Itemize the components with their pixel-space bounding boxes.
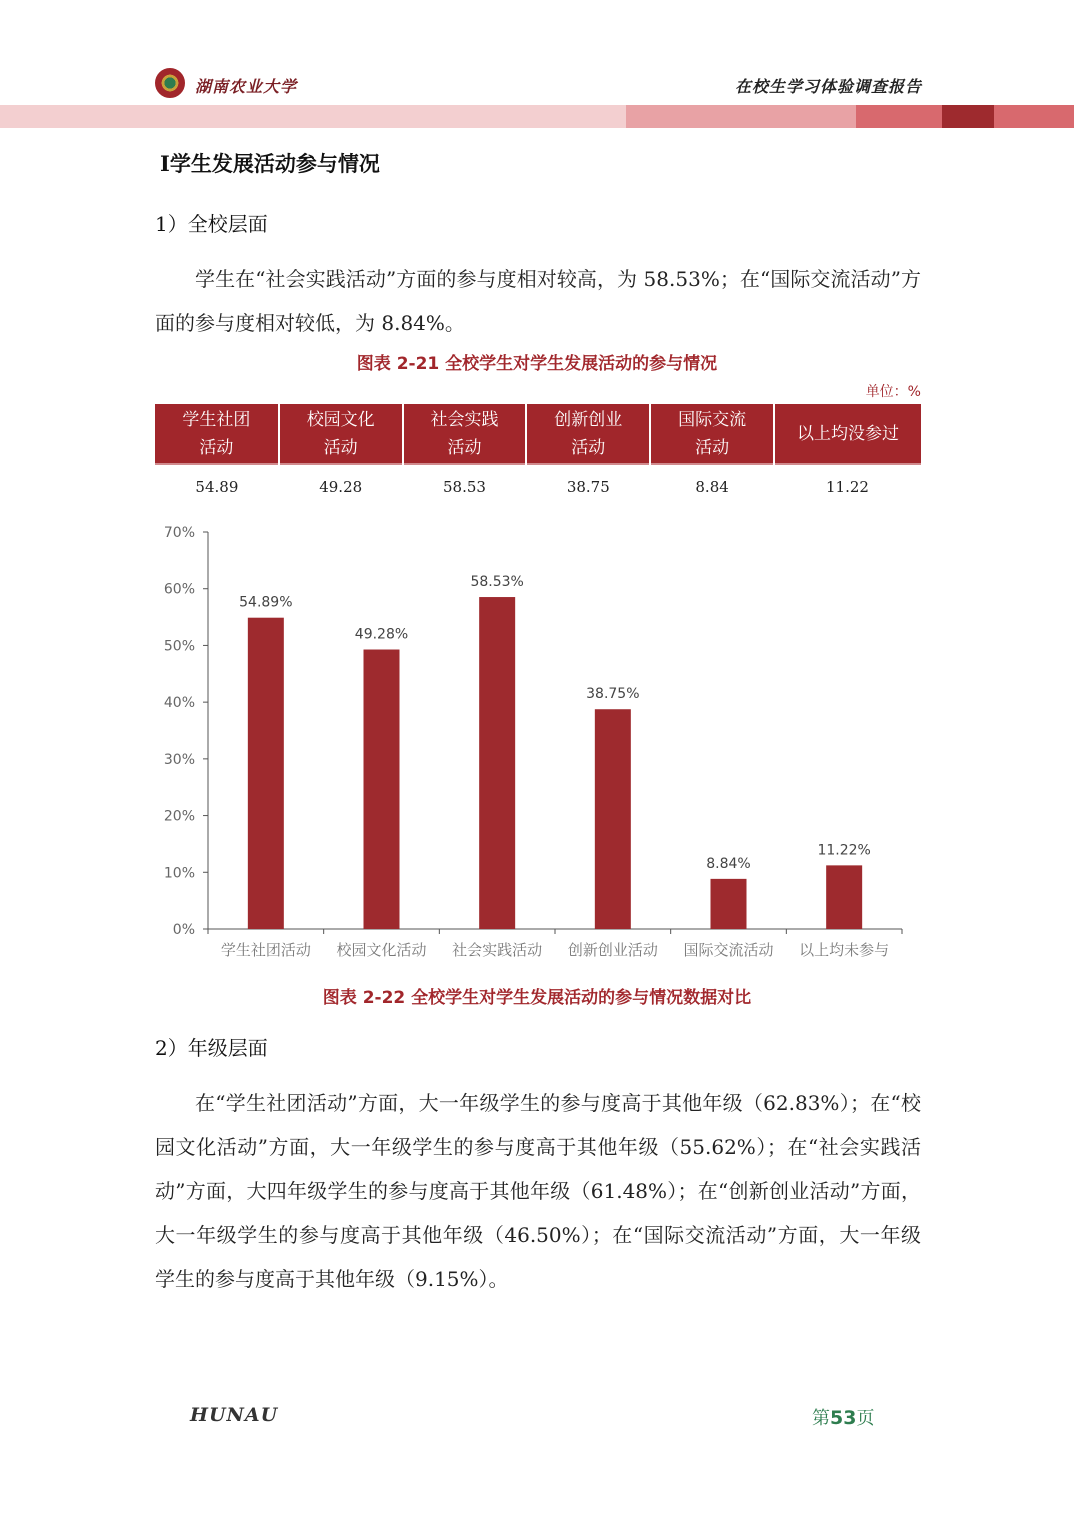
footer-brand: HUNAU [190, 1404, 279, 1426]
participation-table [155, 404, 921, 509]
header-cell-social-practice: 社会实践 活动 [403, 404, 527, 464]
table-cell: 38.75 [526, 464, 650, 509]
page-prefix: 第 [812, 1408, 830, 1429]
header-cell-campus-culture: 校园文化 活动 [279, 404, 403, 464]
bar-chart [150, 515, 920, 975]
y-tick-label: 50% [163, 638, 195, 655]
x-category-label: 社会实践活动 [452, 941, 543, 959]
y-tick-label: 60% [163, 581, 195, 598]
bar [364, 650, 400, 929]
table-row [155, 464, 921, 509]
data-label: 58.53% [470, 574, 524, 591]
header-cell-innovation: 创新创业 活动 [526, 404, 650, 464]
bar [711, 879, 747, 929]
band-segment-strong [856, 105, 942, 128]
band-segment-medium [626, 105, 856, 128]
paragraph-grade-level [155, 1081, 921, 1301]
paragraph-school-level [155, 257, 921, 345]
header-cell-none: 以上均没参过 [774, 404, 921, 464]
table-header-row [155, 404, 921, 464]
y-tick-label: 10% [163, 865, 195, 882]
bar [248, 618, 284, 929]
data-label: 49.28% [354, 626, 409, 643]
x-category-label: 以上均未参与 [799, 941, 890, 959]
header-cell-club: 学生社团 活动 [155, 404, 279, 464]
header-cell-international: 国际交流 活动 [650, 404, 774, 464]
band-segment-light [0, 105, 626, 128]
subsection-grade-level: 2）年级层面 [155, 1036, 268, 1060]
footer-page-number [812, 1404, 874, 1430]
data-label: 11.22% [817, 842, 871, 859]
y-tick-label: 40% [163, 695, 195, 712]
band-segment-dark [942, 105, 994, 128]
x-category-label: 国际交流活动 [683, 941, 774, 959]
subsection-school-level: 1）全校层面 [155, 212, 268, 236]
y-tick-label: 20% [163, 808, 195, 825]
table-cell: 49.28 [279, 464, 403, 509]
bar [595, 709, 631, 929]
table-cell: 58.53 [403, 464, 527, 509]
bar [479, 597, 515, 929]
x-category-label: 校园文化活动 [336, 941, 427, 959]
table-cell: 8.84 [650, 464, 774, 509]
table-cell: 11.22 [774, 464, 921, 509]
page-number: 53 [830, 1407, 857, 1429]
table-caption: 图表 2-21 全校学生对学生发展活动的参与情况 [356, 354, 718, 374]
paragraph-grade-level-text: 在“学生社团活动”方面，大一年级学生的参与度高于其他年级（62.83%）；在“校园文化活动”方面，大一年级学生的参与度高于其他年级（55.62%）；在“社会实践活动”方面，大四年级学生的参与度高于其他年级（61.48%）；在“创新创业活动”方面，大一年级学生的参与度高于其他年级（46.50%）；在“国际交流活动”方面，大一年级学生的参与度高于其他年级（9.15%）。 [155, 1091, 921, 1291]
section-title: Ⅰ学生发展活动参与情况 [160, 151, 380, 176]
table-cell: 54.89 [155, 464, 279, 509]
bar [826, 865, 862, 929]
chart-caption: 图表 2-22 全校学生对学生发展活动的参与情况数据对比 [322, 988, 752, 1008]
x-category-label: 学生社团活动 [220, 941, 311, 959]
table-unit: 单位：% [865, 384, 921, 400]
header-report-title: 在校生学习体验调查报告 [734, 77, 922, 96]
university-logo-icon [155, 68, 185, 98]
data-label: 54.89% [239, 594, 293, 611]
x-category-label: 创新创业活动 [567, 941, 658, 959]
data-label: 38.75% [586, 686, 640, 703]
data-label: 8.84% [706, 855, 751, 872]
band-segment-strong-end [994, 105, 1074, 128]
y-tick-label: 30% [163, 751, 195, 768]
page-suffix: 页 [856, 1408, 875, 1429]
y-tick-label: 70% [163, 525, 195, 541]
header-university-name: 湖南农业大学 [195, 77, 298, 96]
paragraph-school-level-text: 学生在“社会实践活动”方面的参与度相对较高，为 58.53%；在“国际交流活动”方面的参与度相对较低，为 8.84%。 [155, 267, 921, 335]
y-tick-label: 0% [172, 922, 195, 938]
